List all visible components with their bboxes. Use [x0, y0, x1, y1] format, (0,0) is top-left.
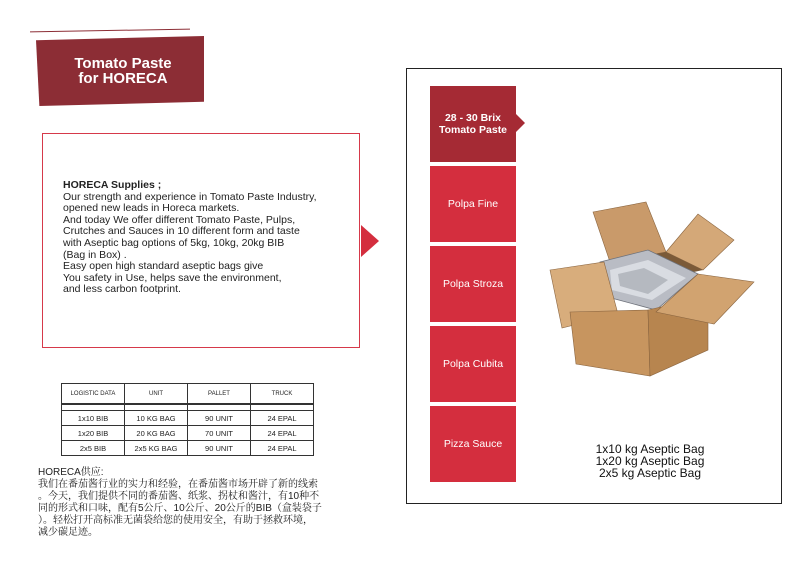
info-line: (Bag in Box) . — [63, 248, 127, 261]
page-title — [58, 56, 188, 86]
chinese-line: ）。轻松打开高标准无菌袋给您的使用安全，有助于拯救环境， — [38, 515, 313, 526]
table-row — [62, 441, 314, 456]
chinese-description — [38, 467, 368, 539]
table-cell: 2x5 BIB — [62, 441, 125, 456]
info-arrow-icon — [361, 225, 379, 257]
table-cell: 90 UNIT — [188, 441, 251, 456]
logistics-table — [61, 383, 314, 456]
info-line: opened new leads in Horeca markets. — [63, 202, 240, 215]
info-line: and less carbon footprint. — [63, 283, 181, 296]
table-cell: 1x20 BIB — [62, 426, 125, 441]
info-line: with Aseptic bag options of 5kg, 10kg, 20kg BIB — [63, 236, 285, 249]
product-caption — [580, 443, 720, 479]
column-header: TRUCK — [251, 384, 314, 405]
banner-decor-line — [30, 29, 190, 33]
table-cell: 2x5 KG BAG — [125, 441, 188, 456]
title-line-1: Tomato Paste — [74, 55, 172, 72]
table-header-row — [62, 384, 314, 405]
tile-polpa-stroza — [430, 246, 516, 322]
title-line-2: for HORECA — [78, 70, 168, 87]
info-line: Crutches and Sauces in 10 different form and taste — [63, 225, 300, 238]
tile-pizza-sauce — [430, 406, 516, 482]
column-header: PALLET — [188, 384, 251, 405]
tile-polpa-fine — [430, 166, 516, 242]
column-header: UNIT — [125, 384, 188, 405]
chinese-line: 减少碳足迹。 — [38, 527, 98, 538]
tile-label: Polpa Fine — [447, 198, 499, 210]
table-cell: 24 EPAL — [251, 426, 314, 441]
info-line: Our strength and experience in Tomato Paste Industry, — [63, 190, 317, 203]
chinese-line: 我们在番茄酱行业的实力和经验，在番茄酱市场开辟了新的线索 — [38, 479, 318, 490]
chinese-line: HORECA供应: — [38, 467, 104, 478]
chinese-line: 。今天，我们提供不同的番茄酱、纸浆、拐杖和酱汁，有10种不 — [38, 491, 320, 502]
table-cell: 10 KG BAG — [125, 411, 188, 426]
table-cell: 24 EPAL — [251, 441, 314, 456]
info-text — [63, 180, 353, 296]
info-line: And today We offer different Tomato Paste, Pulps, — [63, 213, 296, 226]
caption-line: 2x5 kg Aseptic Bag — [598, 466, 702, 480]
caption-line: 1x20 kg Aseptic Bag — [595, 454, 705, 468]
info-line: You safety in Use, helps save the environment, — [63, 271, 282, 284]
table-cell: 24 EPAL — [251, 411, 314, 426]
tile-label: Polpa Cubita — [442, 358, 504, 370]
tile-label: Tomato Paste — [438, 124, 508, 136]
table-row — [62, 411, 314, 426]
table-cell: 90 UNIT — [188, 411, 251, 426]
tile-tomato-paste — [430, 86, 516, 162]
tile-arrow-icon — [515, 113, 525, 133]
tile-label: Pizza Sauce — [443, 438, 503, 450]
tile-label: Polpa Stroza — [442, 278, 504, 290]
info-heading: HORECA Supplies ; — [63, 179, 162, 191]
chinese-line: 同的形式和口味，配有5公斤、10公斤、20公斤的BIB（盒装袋子 — [38, 503, 322, 514]
tile-polpa-cubita — [430, 326, 516, 402]
table-cell: 1x10 BIB — [62, 411, 125, 426]
table-cell: 20 KG BAG — [125, 426, 188, 441]
table-row — [62, 426, 314, 441]
aseptic-box-icon — [548, 200, 758, 380]
info-line: Easy open high standard aseptic bags give — [63, 260, 264, 273]
table-cell: 70 UNIT — [188, 426, 251, 441]
column-header: LOGISTIC DATA — [62, 384, 125, 405]
caption-line: 1x10 kg Aseptic Bag — [595, 442, 705, 456]
tile-label: 28 - 30 Brix — [444, 112, 502, 124]
